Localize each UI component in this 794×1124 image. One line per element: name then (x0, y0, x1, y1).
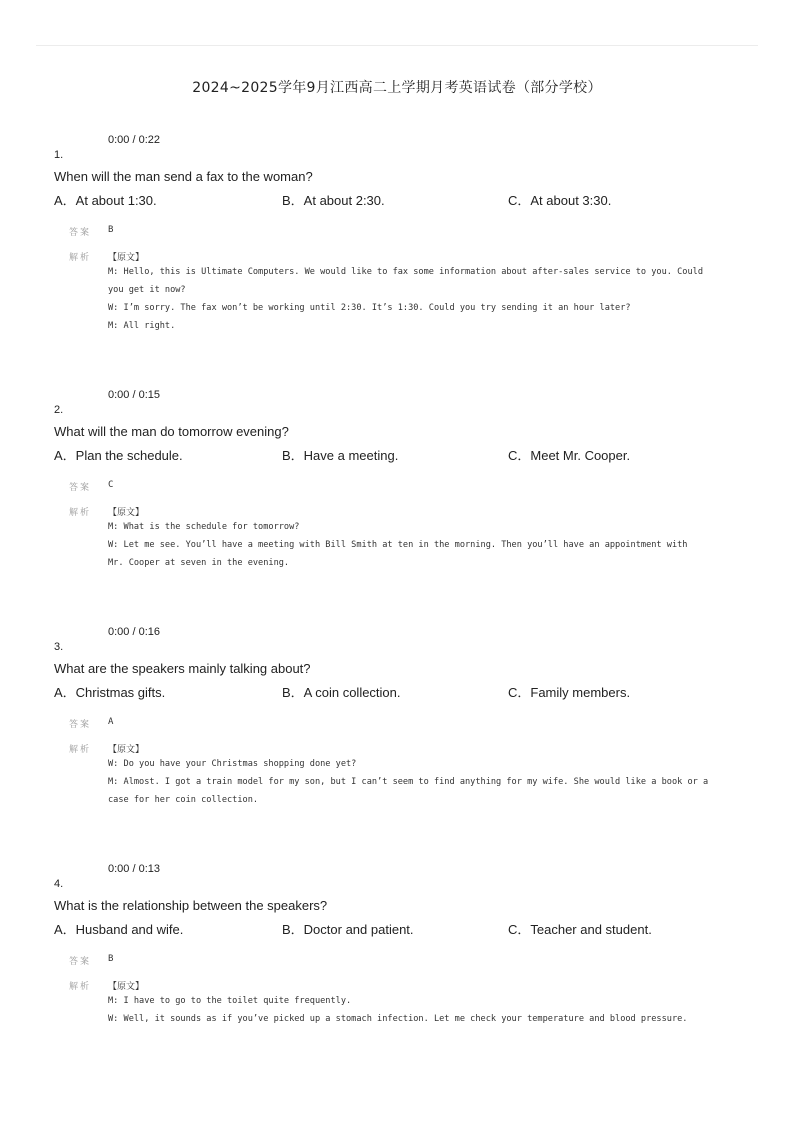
option-b: B．A coin collection. (282, 685, 401, 700)
explanation-label: 解析 (69, 745, 92, 755)
transcript-line: M: I have to go to the toilet quite frequently. (108, 996, 352, 1006)
audio-time-display[interactable]: 0:00 / 0:15 (108, 389, 160, 401)
option-a: A．Christmas gifts. (54, 685, 166, 700)
transcript-line: case for her coin collection. (108, 795, 259, 805)
explanation-label: 解析 (69, 253, 92, 263)
question-number: 3. (54, 641, 64, 653)
transcript (108, 263, 728, 335)
transcript-line: W: Let me see. You’ll have a meeting with Bill Smith at ten in the morning. Then you’ll have an appointment with (108, 540, 688, 550)
explanation-label: 解析 (69, 508, 92, 518)
option-b: B．At about 2:30. (282, 193, 385, 208)
option-a: A．At about 1:30. (54, 193, 157, 208)
transcript (108, 755, 728, 809)
option-a: A．Husband and wife. (54, 922, 184, 937)
question-text: What will the man do tomorrow evening? (54, 424, 289, 439)
original-text-heading: 【原文】 (108, 745, 145, 755)
question-text: When will the man send a fax to the woman? (54, 169, 313, 184)
transcript-line: you get it now? (108, 285, 186, 295)
audio-time-display[interactable]: 0:00 / 0:16 (108, 626, 160, 638)
transcript (108, 992, 728, 1028)
option-b: B．Doctor and patient. (282, 922, 414, 937)
answer-label: 答案 (69, 957, 92, 967)
answer-label: 答案 (69, 483, 92, 493)
question-number: 2. (54, 404, 64, 416)
question-text: What is the relationship between the speakers? (54, 898, 328, 913)
question-text: What are the speakers mainly talking about? (54, 661, 311, 676)
answer-label: 答案 (69, 228, 92, 238)
question-number: 4. (54, 878, 64, 890)
option-c: C．At about 3:30. (508, 193, 612, 208)
transcript (108, 518, 728, 572)
option-a: A．Plan the schedule. (54, 448, 183, 463)
answer-label: 答案 (69, 720, 92, 730)
header-divider (36, 45, 758, 46)
transcript-line: M: What is the schedule for tomorrow? (108, 522, 300, 532)
transcript-line: M: All right. (108, 321, 176, 331)
transcript-line: M: Hello, this is Ultimate Computers. We would like to fax some information about after-sales service to you. Could (108, 267, 703, 277)
answer-value: B (108, 954, 114, 964)
option-c: C．Teacher and student. (508, 922, 652, 937)
option-b: B．Have a meeting. (282, 448, 399, 463)
answer-value: A (108, 717, 114, 727)
answer-value: C (108, 480, 114, 490)
transcript-line: Mr. Cooper at seven in the evening. (108, 558, 290, 568)
option-c: C．Meet Mr. Cooper. (508, 448, 631, 463)
audio-time-display[interactable]: 0:00 / 0:22 (108, 134, 160, 146)
transcript-line: W: Do you have your Christmas shopping done yet? (108, 759, 357, 769)
original-text-heading: 【原文】 (108, 982, 145, 992)
transcript-line: W: I’m sorry. The fax won’t be working until 2:30. It’s 1:30. Could you try sending it an hour later? (108, 303, 631, 313)
page-title: 2024~2025学年9月江西高二上学期月考英语试卷（部分学校） (192, 80, 602, 96)
original-text-heading: 【原文】 (108, 508, 145, 518)
answer-value: B (108, 225, 114, 235)
option-c: C．Family members. (508, 685, 631, 700)
transcript-line: M: Almost. I got a train model for my son, but I can’t seem to find anything for my wife. She would like a book or a (108, 777, 709, 787)
transcript-line: W: Well, it sounds as if you’ve picked up a stomach infection. Let me check your temperature and blood pressure. (108, 1014, 688, 1024)
question-number: 1. (54, 149, 64, 161)
explanation-label: 解析 (69, 982, 92, 992)
original-text-heading: 【原文】 (108, 253, 145, 263)
audio-time-display[interactable]: 0:00 / 0:13 (108, 863, 160, 875)
